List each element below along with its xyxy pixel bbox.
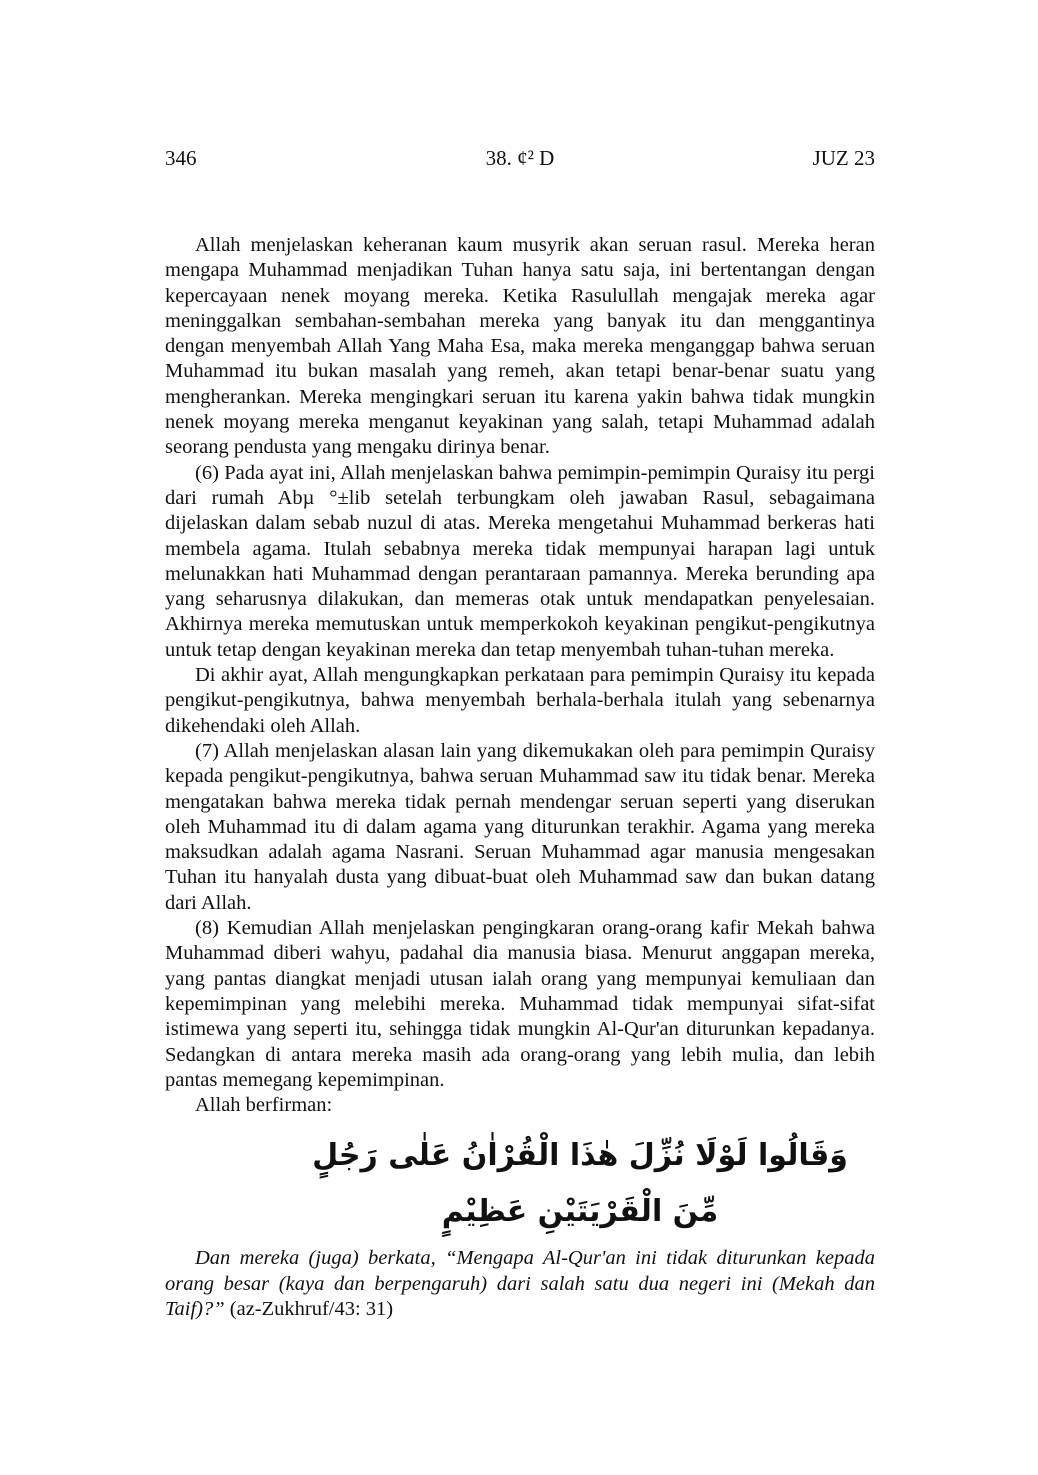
arabic-verse: وَقَالُوا لَوْلَا نُزِّلَ هٰذَا الْقُرْاٰنُ عَلٰى رَجُلٍ مِّنَ الْقَرْيَتَيْنِ عَظِيْمٍ [312, 1138, 848, 1230]
verse-reference: (az-Zukhruf/43: 31) [229, 1297, 394, 1320]
page-body [165, 233, 875, 1322]
paragraph: (8) Kemudian Allah menjelaskan pengingkaran orang-orang kafir Mekah bahwa Muhammad diberi wahyu, padahal dia manusia biasa. Menurut anggapan mereka, yang pantas diangkat menjadi utusan ialah orang yang mempunyai kemuliaan dan kepemimpinan yang melebihi mereka. Muhammad tidak mempunyai sifat-sifat istimewa yang seperti itu, sehingga tidak mungkin Al-Qur'an diturunkan kepadanya. Sedangkan di antara mereka masih ada orang-orang yang lebih mulia, dan lebih pantas memegang kepemimpinan. [165, 917, 875, 1091]
page-number: 346 [165, 146, 197, 170]
verse-translation: Dan mereka (juga) berkata, “Mengapa Al-Qur'an ini tidak diturunkan kepada orang besar (kaya dan berpengaruh) dari salah satu dua negeri ini (Mekah dan Taif)?” [165, 1247, 875, 1320]
paragraph: Allah menjelaskan keheranan kaum musyrik akan seruan rasul. Mereka heran mengapa Muhammad menjadikan Tuhan hanya satu saja, ini bertentangan dengan kepercayaan nenek moyang mereka. Ketika Rasulullah mengajak mereka agar meninggalkan sembahan-sembahan mereka yang banyak itu dan menggantinya dengan menyembah Allah Yang Maha Esa, maka mereka menganggap bahwa seruan Muhammad itu bukan masalah yang remeh, akan tetapi benar-benar suatu yang mengherankan. Mereka mengingkari seruan itu karena yakin bahwa tidak mungkin nenek moyang mereka menganut keyakinan yang salah, tetapi Muhammad adalah seorang pendusta yang mengaku dirinya benar. [165, 234, 875, 459]
paragraph: (6) Pada ayat ini, Allah menjelaskan bahwa pemimpin-pemimpin Quraisy itu pergi dari rumah Abµ °±lib setelah terbungkam oleh jawaban Rasul, sebagaimana dijelaskan dalam sebab nuzul di atas. Mereka mengetahui Muhammad berkeras hati membela agama. Itulah sebabnya mereka tidak mempunyai harapan lagi untuk melunakkan hati Muhammad dengan perantaraan pamannya. Mereka berunding apa yang seharusnya dilakukan, dan memeras otak untuk mendapatkan penyelesaian. Akhirnya mereka memutuskan untuk memperkokoh keyakinan pengikut-pengikutnya untuk tetap dengan keyakinan mereka dan tetap menyembah tuhan-tuhan mereka. [165, 461, 875, 661]
paragraph: (7) Allah menjelaskan alasan lain yang dikemukakan oleh para pemimpin Quraisy kepada pengikut-pengikutnya, bahwa seruan Muhammad saw itu tidak benar. Mereka mengatakan bahwa mereka tidak pernah mendengar seruan seperti yang diserukan oleh Muhammad itu di dalam agama yang diturunkan terakhir. Agama yang mereka maksudkan adalah agama Nasrani. Seruan Muhammad agar manusia mengesakan Tuhan itu hanyalah dusta yang dibuat-buat oleh Muhammad saw dan bukan datang dari Allah. [165, 739, 875, 914]
page-header [165, 146, 875, 174]
surah-title: 38. ¢² D [485, 146, 555, 170]
verse-translation-block [165, 1246, 875, 1322]
paragraph: Di akhir ayat, Allah mengungkapkan perkataan para pemimpin Quraisy itu kepada pengikut-pengikutnya, bahwa menyembah berhala-berhala itulah yang sebenarnya dikehendaki oleh Allah. [165, 664, 875, 737]
juz-label: JUZ 23 [812, 146, 875, 170]
paragraph: Allah berfirman: [195, 1094, 333, 1117]
